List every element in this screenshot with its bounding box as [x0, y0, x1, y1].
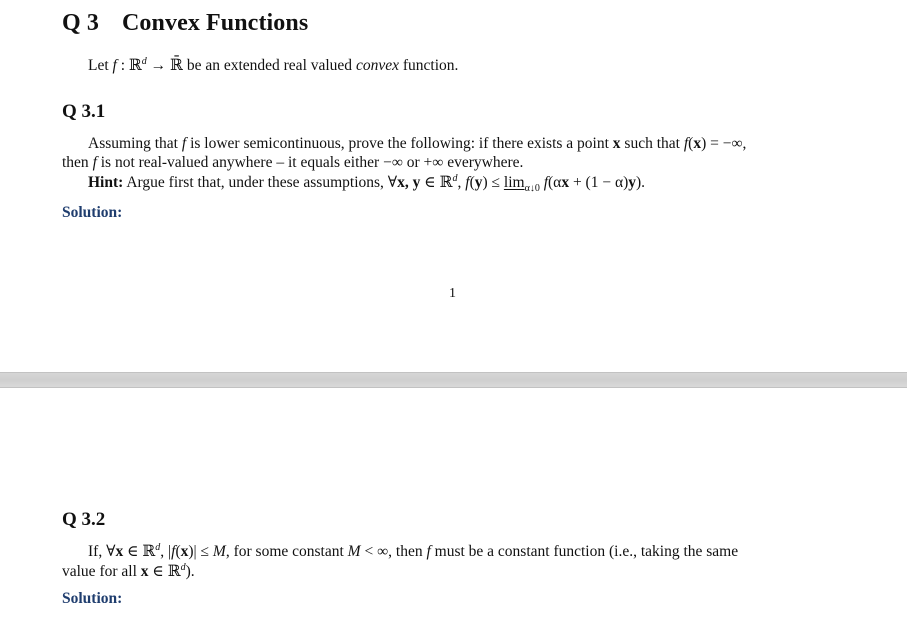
intro-emphasis: convex — [355, 57, 399, 74]
math-d: d — [180, 562, 186, 573]
math-f: f — [112, 57, 117, 74]
text: is not real-valued anywhere – it equals either −∞ or +∞ everywhere. — [96, 154, 524, 171]
math-d: d — [452, 173, 458, 184]
math-M: M — [347, 543, 361, 560]
text: must be a constant function (i.e., taking the same — [430, 543, 739, 560]
section-intro — [88, 56, 458, 75]
math-f: f — [426, 543, 431, 560]
math-x: x — [612, 135, 621, 152]
q32-line-1 — [88, 543, 738, 561]
text: Argue first that, under these assumptions, ∀ — [123, 174, 398, 191]
text: Assuming that — [88, 135, 182, 152]
page-separator — [0, 372, 907, 388]
document-page-2 — [0, 388, 907, 638]
q31-line-1 — [88, 135, 746, 153]
text: ). — [636, 174, 646, 191]
text: If, ∀ — [88, 543, 116, 560]
math-xy: x, y — [397, 174, 421, 191]
q31-solution-label: Solution: — [62, 204, 123, 221]
math-x: x — [180, 543, 189, 560]
subsection-heading-q32: Q 3.2 — [62, 509, 106, 530]
math-extended-reals: ℝ̄ — [170, 56, 183, 74]
text: ∈ ℝ — [148, 563, 181, 580]
math-f: f — [181, 135, 187, 152]
math-x: x — [115, 543, 124, 560]
text: then — [62, 154, 93, 171]
intro-text: Let — [88, 57, 113, 74]
q32-solution-label: Solution: — [62, 590, 123, 607]
math-arrow: → — [146, 57, 171, 74]
math-d: d — [141, 56, 147, 67]
math-x: x — [561, 174, 570, 191]
math-f: f — [171, 543, 176, 560]
text: (α — [548, 174, 562, 191]
intro-text: : — [116, 57, 129, 74]
intro-text: be an extended real valued — [182, 57, 356, 74]
math-reals: ℝ — [128, 56, 142, 74]
hint-label: Hint: — [88, 174, 124, 191]
math-y: y — [474, 174, 483, 191]
math-x: x — [140, 563, 149, 580]
q31-hint — [88, 174, 645, 192]
section-heading-q3 — [62, 10, 308, 37]
text: )| ≤ — [188, 543, 213, 560]
text: is lower semicontinuous, prove the following: if there exists a point — [186, 135, 613, 152]
q32-line-2 — [62, 563, 195, 581]
text: value for all — [62, 563, 141, 580]
text: < ∞, then — [360, 543, 427, 560]
math-f: f — [539, 174, 549, 191]
text: ∈ ℝ — [420, 174, 453, 191]
section-number: Q 3 — [62, 10, 99, 36]
text: ) ≤ — [482, 174, 504, 191]
math-f: f — [92, 154, 97, 171]
math-limit-subscript: α↓0 — [524, 183, 540, 194]
math-f: f — [465, 174, 470, 191]
text: ( — [469, 174, 475, 191]
q31-line-2 — [62, 154, 523, 172]
intro-text: function. — [398, 57, 459, 74]
math-x: x — [693, 135, 702, 152]
text: such that — [620, 135, 684, 152]
text: , for some constant — [225, 543, 348, 560]
math-f: f — [683, 135, 689, 152]
section-title: Convex Functions — [122, 10, 309, 36]
page-number: 1 — [449, 286, 456, 301]
math-d: d — [155, 542, 161, 553]
text: ( — [175, 543, 181, 560]
math-y: y — [628, 174, 636, 191]
subsection-heading-q31: Q 3.1 — [62, 101, 106, 122]
text: ). — [185, 563, 195, 580]
text: ∈ ℝ — [123, 543, 156, 560]
math-liminf: lim — [503, 174, 525, 191]
text: ( — [688, 135, 694, 152]
text: + (1 − α) — [569, 174, 629, 191]
math-M: M — [212, 543, 226, 560]
text: ) = −∞, — [701, 135, 747, 152]
text: , | — [160, 543, 172, 560]
text: , — [457, 174, 466, 191]
